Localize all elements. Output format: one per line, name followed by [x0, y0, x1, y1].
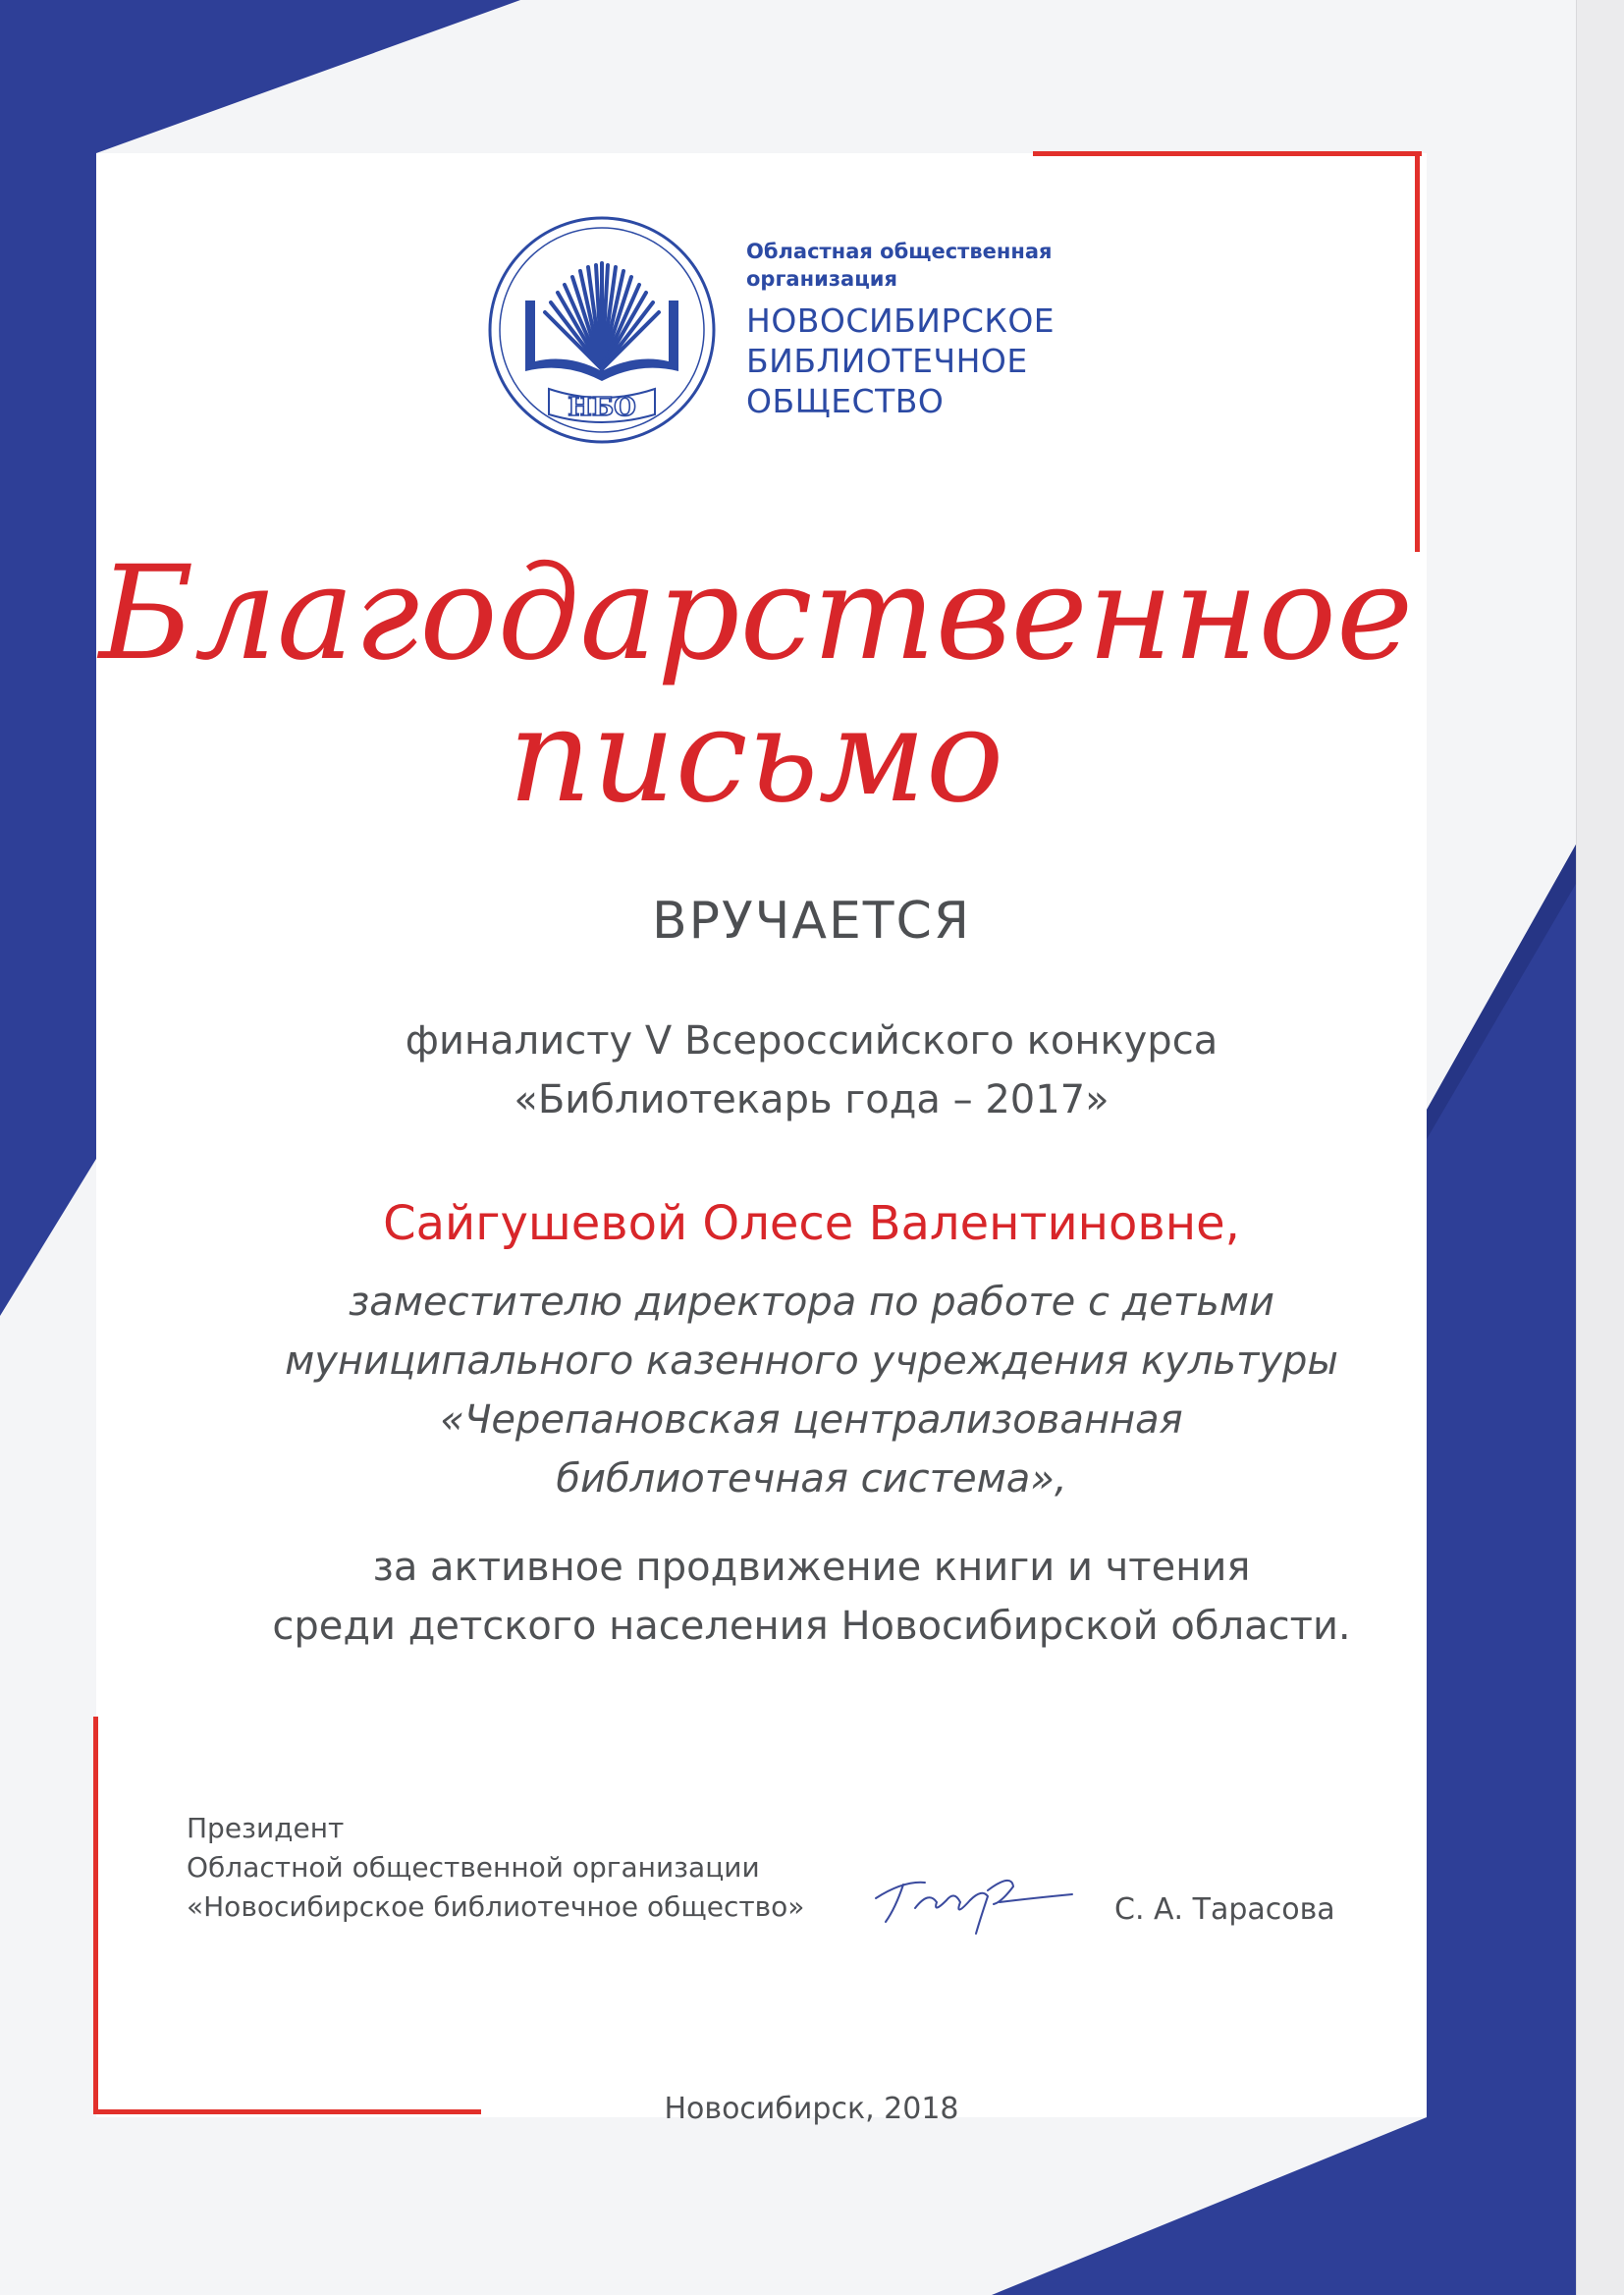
- svg-text:НБО: НБО: [568, 393, 636, 422]
- finalist-line1: финалисту V Всероссийского конкурса: [405, 1018, 1218, 1064]
- red-frame-bottom-left-vertical: [93, 1717, 98, 2114]
- position-line2: муниципального казенного учреждения культуры: [285, 1339, 1338, 1384]
- logo-abbrev-text: [568, 393, 635, 422]
- city-year: Новосибирск, 2018: [664, 2092, 959, 2126]
- finalist-line2: «Библиотекарь года – 2017»: [514, 1077, 1110, 1122]
- title-line2: письмо: [508, 681, 1004, 832]
- signatory-org-line1: Областной общественной организации: [187, 1851, 760, 1884]
- org-title-line2: БИБЛИОТЕЧНОЕ: [746, 342, 1028, 380]
- finalist-text: [0, 1011, 1623, 1129]
- signatory-org-line2: «Новосибирское библиотечное общество»: [187, 1890, 805, 1923]
- org-type-line2: организация: [746, 267, 897, 291]
- nbo-logo-emblem: [486, 214, 718, 446]
- org-title-text: [746, 301, 1100, 421]
- org-title-line1: НОВОСИБИРСКОЕ: [746, 301, 1056, 340]
- signatory-role: Президент: [187, 1812, 345, 1844]
- position-line1: заместителю директора по работе с детьми: [349, 1280, 1274, 1325]
- reason-line1: за активное продвижение книги и чтения: [372, 1545, 1251, 1590]
- signer-name: С. А. Тарасова: [1114, 1892, 1335, 1927]
- org-type-line1: Областная общественная: [746, 240, 1053, 263]
- recipient-name: Сайгушевой Олесе Валентиновне,: [383, 1196, 1240, 1251]
- signatory-block: [187, 1809, 804, 1927]
- scan-edge: [1576, 0, 1624, 2295]
- award-reason: [0, 1538, 1623, 1656]
- org-type-text: [746, 238, 1100, 293]
- position-line4: библиотечная система»,: [556, 1456, 1067, 1502]
- red-frame-top-right-vertical: [1415, 151, 1420, 552]
- reason-line2: среди детского населения Новосибирской области.: [272, 1604, 1351, 1649]
- position-line3: «Черепановская централизованная: [440, 1397, 1183, 1443]
- org-title-line3: ОБЩЕСТВО: [746, 382, 945, 420]
- awarded-heading: ВРУЧАЕТСЯ: [652, 892, 971, 951]
- recipient-position: [0, 1273, 1623, 1508]
- certificate-title: [98, 520, 1414, 845]
- title-line1: Благодарственное: [98, 538, 1414, 689]
- red-frame-top-right-horizontal: [1033, 151, 1422, 156]
- org-name-block: [746, 238, 1100, 421]
- handwritten-signature: [864, 1861, 1075, 1940]
